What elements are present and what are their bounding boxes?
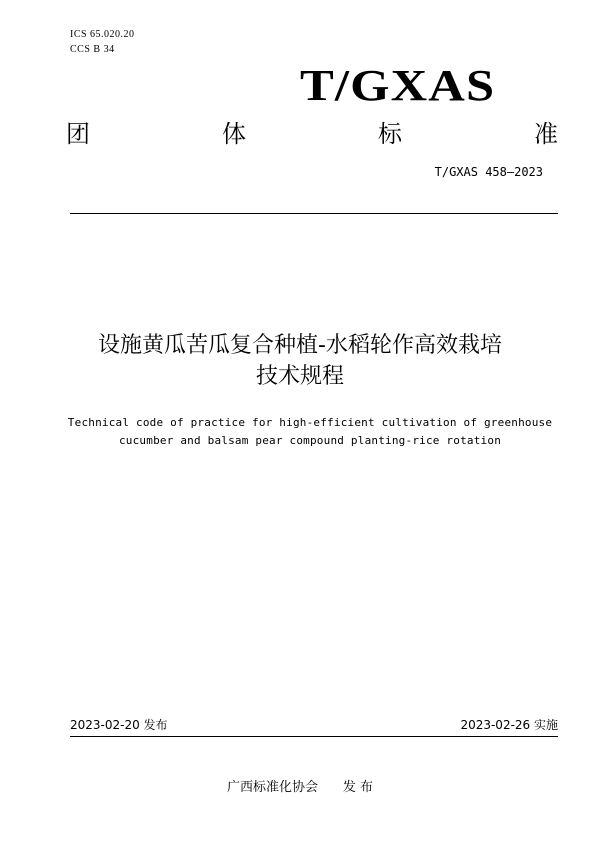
title-chinese [40, 330, 560, 392]
title-english-line-1: Technical code of practice for high-efficient cultivation of greenhouse [67, 416, 553, 429]
kind-char-1: 团 [66, 120, 90, 148]
title-english-line-2: cucumber and balsam pear compound planting-rice rotation [118, 434, 502, 447]
standard-logo: T/GXAS [300, 61, 496, 110]
bottom-divider [70, 736, 558, 737]
title-english [50, 414, 570, 450]
implementation-date: 2023-02-26 实施 [460, 718, 558, 732]
standard-kind [66, 114, 558, 149]
top-divider [70, 213, 558, 214]
title-chinese-line-1: 设施黄瓜苦瓜复合种植-水稻轮作高效栽培 [98, 333, 502, 358]
kind-char-3: 标 [378, 120, 402, 148]
issue-date: 2023-02-20 发布 [70, 718, 168, 732]
standard-number: T/GXAS 458—2023 [434, 165, 543, 179]
ics-code: ICS 65.020.20 [70, 29, 135, 40]
publisher-line: 广西标准化协会 发 布 [227, 780, 373, 795]
kind-char-2: 体 [222, 120, 246, 148]
title-chinese-line-2: 技术规程 [255, 364, 344, 389]
ccs-code: CCS B 34 [70, 44, 115, 55]
kind-char-4: 准 [534, 120, 558, 148]
